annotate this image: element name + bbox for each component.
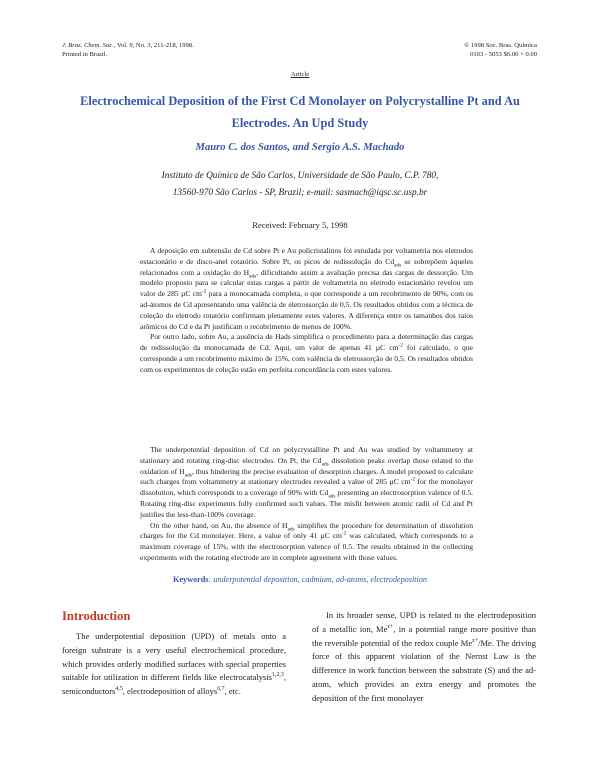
text-run: A deposição em subtensão de Cd sobre Pt e Au policristalinos foi estudada por voltametria nos eletrodos estacionário e de disco-anel rotatório. Sobre Pt, os picos de redissolução do Cd [140, 246, 473, 266]
journal-header [62, 42, 194, 59]
affiliation-line-1: Instituto de Química de São Carlos, Universidade de São Paulo, C.P. 780, [161, 171, 439, 181]
text-run: foi calculado, o que corresponde a um recobrimento máximo de 15%, com valência de eletrossorção de 0,5. Os resultados obtidos com os experimentos de coleção estão em perfeita concordância com estes valores. [140, 343, 474, 374]
subscript: ads [321, 461, 329, 468]
subscript: ads [394, 262, 402, 269]
journal-name: J. Braz. Chem. Soc. [62, 42, 114, 49]
subscript: ads [328, 493, 336, 500]
subscript: ads [184, 472, 192, 479]
superscript: -2 [410, 476, 416, 483]
section-title-introduction: Introduction [62, 609, 131, 623]
subscript: ads [249, 273, 257, 280]
text-run: para a monocamada completa, o que corresponde a um recobrimento de 90%, com os ad-átomos de Cd apresentando uma valência de eletrossorção de 0,5. Os resultados obtidos com a técnica de coleção do eletrodo rotatório confirmam plenamente estes valores. A diferença entre os tamanhos dos raios atômicos do Cd e da Pt justificam o recobrimento de menos de 100%. [140, 289, 473, 331]
text-run: In its broader sense, UPD is related to the electrodeposition of a metallic ion, Me [312, 610, 536, 634]
affiliation-line-2: 13560-970 São Carlos - SP, Brazil; e-mail: sasmach@iqsc.sc.usp.br [172, 188, 428, 198]
text-run: presenting an electrosorption valence of 0.5. Rotating ring-disc experiments fully confirmed such values. The misfit between atomic radii of Cd and Pt justifies the less-than-100% coverage. [140, 488, 474, 519]
article-type-label: Article [290, 71, 310, 78]
superscript: -2 [398, 342, 403, 349]
text-run: was calculated, which corresponds to a maximum coverage of 15%, with the electrosorption valence of 0.5. The results obtained in the collecting experiments with the rotating electrode are in complete agreement with those values. [140, 531, 474, 562]
text-run: , thus hindering the precise evaluation of desorption charges. A model proposed to calculate such charges from voltammetry at stationary electrodes revealed a value of 285 µC cm [140, 466, 473, 487]
text-run: for the monolayer dissolution, which corresponds to a coverage of 90% with Cd [140, 477, 473, 498]
text-run: , in a potential range more positive than the reversible potential of the redox couple Me [312, 623, 536, 648]
intro-paragraph-left [62, 630, 286, 699]
citation-details: , Vol. 9, No. 3, 211-218, 1998. [113, 42, 194, 49]
abstract-portuguese [140, 246, 473, 376]
abstract-english [140, 445, 473, 564]
keywords [0, 575, 600, 584]
copyright-line: © 1998 Soc. Bras. Química [464, 42, 537, 49]
keywords-list: : underpotential deposition, cadmium, ad-atoms, electrodeposition [208, 575, 427, 584]
received-date: Received: February 5, 1998 [252, 220, 348, 230]
text-run: On the other hand, on Au, the absence of H [150, 520, 288, 530]
text-run: /Me. The driving force of this apparent violation of the Nernst Law is the difference in work function between the substrate (S) and the ad-atom, which provides an extra energy and promotes the deposition of the first monolayer [312, 637, 536, 703]
text-run: The underpotential deposition of Cd on polycrystalline Pt and Au was studied by voltammetry at stationary and rotating ring-disc electrodes. On Pt, the Cd [140, 445, 473, 465]
affiliation [90, 168, 510, 202]
subscript: ads [287, 526, 295, 533]
citation-ref: 1,2,3 [272, 672, 284, 679]
intro-column-left [62, 630, 286, 699]
intro-column-right [312, 609, 536, 706]
issn-line: 0103 - 5053 $6.00 + 0.00 [470, 50, 537, 58]
text-run: dissolution peaks overlap those related to the oxidation of H [140, 455, 473, 476]
text-run: , dificultando assim a avaliação precisa das cargas de dessorção. Um modelo proposto para se calcular estas cargas a partir de voltametria no eletrodo estacionário revelou um valor de 285 µC cm [140, 267, 474, 299]
text-run: , semiconductors [62, 672, 286, 697]
superscript: z+ [472, 637, 479, 644]
abstract-en-paragraph-1 [140, 445, 473, 521]
text-run: Por outro lado, sobre Au, a ausência de Hads simplifica o procedimento para a determinação das cargas de redissolução da monocamada de Cd. Aqui, um valor de apenas 41 µC cm [140, 332, 473, 353]
article-title: Electrochemical Deposition of the First Cd Monolayer on Polycrystalline Pt and Au Electrodes. An Upd Study [80, 94, 520, 130]
citation-ref: 6,7 [217, 686, 225, 693]
text-run: The underpotential deposition (UPD) of metals onto a foreign substrate is a very useful electrochemical procedure, which provides orderly modified surfaces with special properties suitable for utilization in different fields like electrocatalysis [62, 631, 286, 683]
superscript: z+ [387, 623, 394, 630]
text-run: simplifies the procedure for determination of dissolution charges for the Cd monolayer. Here, a value of only 41 µC cm [140, 520, 473, 541]
journal-citation [62, 42, 194, 51]
text-run: , electrodeposition of alloys [122, 686, 218, 697]
abstract-pt-paragraph-1 [140, 246, 473, 332]
superscript: -2 [341, 530, 347, 537]
intro-paragraph-right [312, 609, 536, 706]
superscript: -2 [201, 288, 207, 295]
printed-note: Printed in Brazil. [62, 50, 108, 58]
text-run: , etc. [224, 686, 241, 697]
abstract-en-paragraph-2 [140, 521, 473, 564]
text-run: se sobrepõem àqueles relacionados com a oxidação do H [140, 256, 473, 277]
abstract-pt-paragraph-2 [140, 332, 473, 375]
citation-ref: 4,5 [115, 686, 123, 693]
keywords-label: Keywords [173, 575, 209, 584]
author-list: Mauro C. dos Santos, and Sergio A.S. Machado [195, 142, 405, 153]
copyright-header [464, 42, 537, 59]
